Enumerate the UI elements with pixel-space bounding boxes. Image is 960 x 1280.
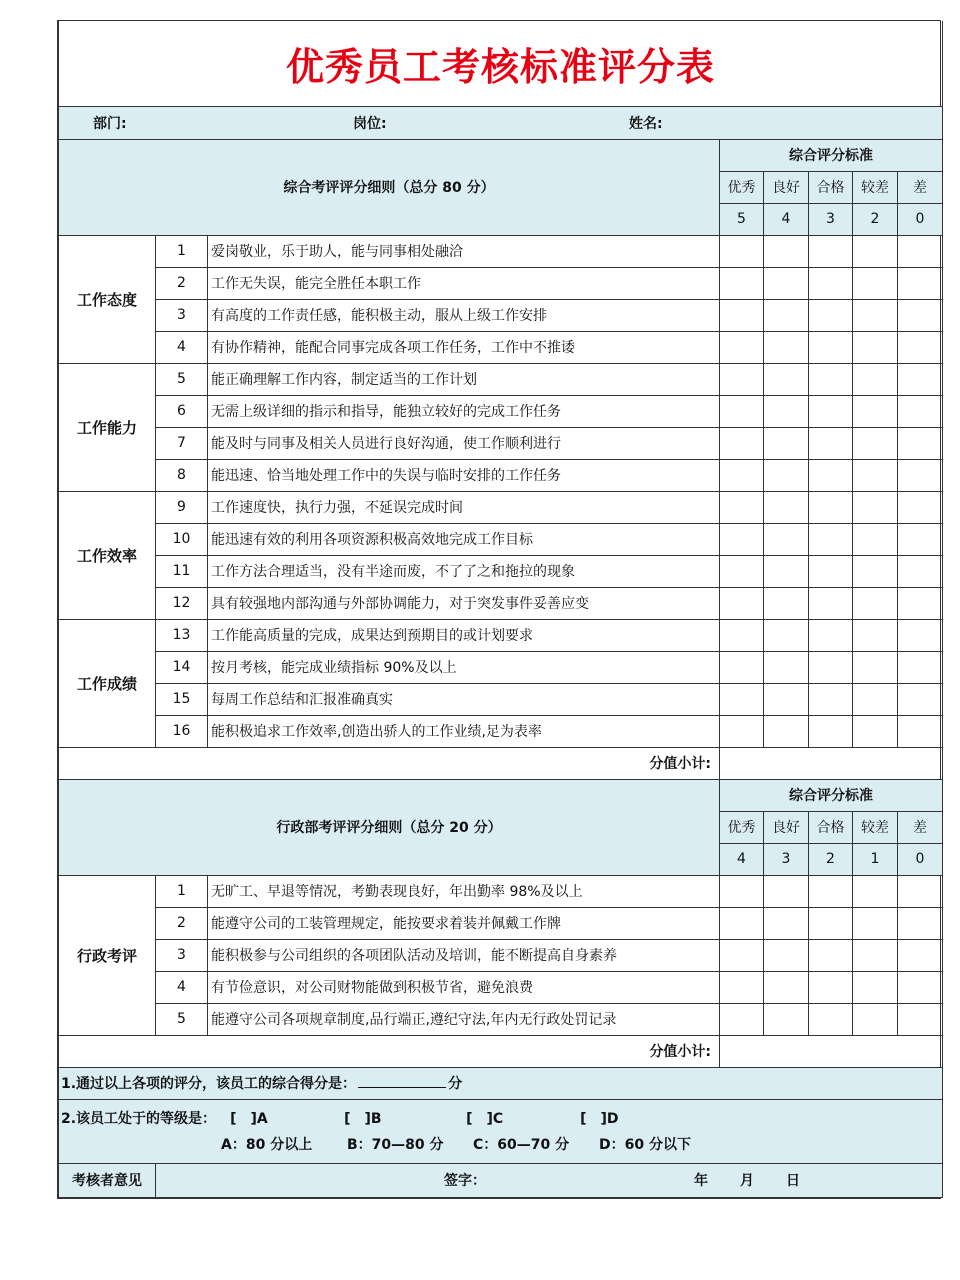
score-cell[interactable] bbox=[764, 299, 809, 331]
score-cell[interactable] bbox=[809, 363, 853, 395]
evaluation-form bbox=[57, 20, 941, 1199]
score-cell[interactable] bbox=[720, 619, 764, 651]
score-cell[interactable] bbox=[764, 427, 809, 459]
level-header: 良好 bbox=[764, 171, 809, 203]
form-title: 优秀员工考核标准评分表 bbox=[59, 21, 943, 106]
score-cell[interactable] bbox=[764, 715, 809, 747]
score-cell[interactable] bbox=[764, 267, 809, 299]
score-cell[interactable] bbox=[764, 971, 809, 1003]
score-cell[interactable] bbox=[898, 651, 943, 683]
score-cell[interactable] bbox=[898, 427, 943, 459]
subtotal-value[interactable] bbox=[720, 1035, 943, 1067]
category-label: 工作效率 bbox=[59, 491, 156, 619]
score-cell[interactable] bbox=[898, 331, 943, 363]
score-cell[interactable] bbox=[764, 523, 809, 555]
grade-legend-item: A：80 分以上 bbox=[221, 1137, 313, 1153]
score-cell[interactable] bbox=[809, 331, 853, 363]
score-cell[interactable] bbox=[720, 939, 764, 971]
score-cell[interactable] bbox=[853, 1003, 898, 1035]
score-cell[interactable] bbox=[898, 683, 943, 715]
section1-standard-heading: 综合评分标准 bbox=[720, 139, 943, 171]
subtotal-label: 分值小计: bbox=[59, 1035, 720, 1067]
score-cell[interactable] bbox=[853, 491, 898, 523]
section2-heading: 行政部考评评分细则（总分 20 分） bbox=[59, 779, 720, 875]
employee-info-row bbox=[59, 106, 943, 139]
reviewer-label: 考核者意见 bbox=[59, 1163, 156, 1197]
score-cell[interactable] bbox=[720, 427, 764, 459]
score-cell[interactable] bbox=[809, 715, 853, 747]
score-cell[interactable] bbox=[853, 235, 898, 267]
score-cell[interactable] bbox=[720, 299, 764, 331]
item-number: 1 bbox=[156, 235, 208, 267]
score-cell[interactable] bbox=[853, 971, 898, 1003]
criteria-row bbox=[59, 459, 943, 491]
level-header: 优秀 bbox=[720, 811, 764, 843]
item-number: 3 bbox=[156, 939, 208, 971]
score-cell[interactable] bbox=[809, 683, 853, 715]
level-points: 2 bbox=[809, 843, 853, 875]
level-points: 4 bbox=[720, 843, 764, 875]
criteria-row bbox=[59, 587, 943, 619]
score-cell[interactable] bbox=[853, 939, 898, 971]
grade-legend-item: D：60 分以下 bbox=[599, 1137, 691, 1153]
score-cell[interactable] bbox=[764, 587, 809, 619]
item-number: 1 bbox=[156, 875, 208, 907]
score-cell[interactable] bbox=[764, 555, 809, 587]
score-cell[interactable] bbox=[720, 555, 764, 587]
level-points: 3 bbox=[764, 843, 809, 875]
category-label: 工作成绩 bbox=[59, 619, 156, 747]
score-cell[interactable] bbox=[720, 363, 764, 395]
score-cell[interactable] bbox=[898, 1003, 943, 1035]
score-cell[interactable] bbox=[898, 907, 943, 939]
score-cell[interactable] bbox=[764, 619, 809, 651]
grade-legend-item: B：70—80 分 bbox=[347, 1137, 444, 1153]
criteria-row bbox=[59, 555, 943, 587]
score-cell[interactable] bbox=[853, 907, 898, 939]
score-cell[interactable] bbox=[720, 491, 764, 523]
criteria-row bbox=[59, 907, 943, 939]
date-month-label: 月 bbox=[740, 1173, 754, 1189]
score-cell[interactable] bbox=[720, 235, 764, 267]
score-cell[interactable] bbox=[809, 299, 853, 331]
criteria-row bbox=[59, 395, 943, 427]
item-number: 8 bbox=[156, 459, 208, 491]
score-cell[interactable] bbox=[764, 875, 809, 907]
level-header: 较差 bbox=[853, 171, 898, 203]
level-header: 良好 bbox=[764, 811, 809, 843]
score-cell[interactable] bbox=[809, 651, 853, 683]
total-score-label: 1.通过以上各项的评分，该员工的综合得分是： bbox=[61, 1076, 357, 1092]
score-cell[interactable] bbox=[720, 971, 764, 1003]
score-cell[interactable] bbox=[853, 555, 898, 587]
score-cell[interactable] bbox=[898, 267, 943, 299]
section1-heading: 综合考评评分细则（总分 80 分） bbox=[59, 139, 720, 235]
score-cell[interactable] bbox=[764, 939, 809, 971]
score-cell[interactable] bbox=[764, 235, 809, 267]
level-points: 1 bbox=[853, 843, 898, 875]
score-cell[interactable] bbox=[720, 1003, 764, 1035]
item-description: 爱岗敬业，乐于助人，能与同事相处融洽 bbox=[208, 235, 720, 267]
signature-label: 签字： bbox=[444, 1173, 486, 1189]
item-description: 按月考核，能完成业绩指标 90%及以上 bbox=[208, 651, 720, 683]
total-score-input[interactable] bbox=[358, 1073, 446, 1088]
score-cell[interactable] bbox=[809, 907, 853, 939]
item-number: 13 bbox=[156, 619, 208, 651]
item-description: 每周工作总结和汇报准确真实 bbox=[208, 683, 720, 715]
criteria-row bbox=[59, 331, 943, 363]
score-cell[interactable] bbox=[720, 523, 764, 555]
score-cell[interactable] bbox=[898, 939, 943, 971]
score-cell[interactable] bbox=[853, 683, 898, 715]
criteria-row bbox=[59, 651, 943, 683]
score-cell[interactable] bbox=[720, 715, 764, 747]
item-description: 工作无失误，能完全胜任本职工作 bbox=[208, 267, 720, 299]
score-cell[interactable] bbox=[898, 395, 943, 427]
date-day-label: 日 bbox=[786, 1173, 800, 1189]
score-cell[interactable] bbox=[898, 619, 943, 651]
item-description: 有协作精神，能配合同事完成各项工作任务，工作中不推诿 bbox=[208, 331, 720, 363]
score-cell[interactable] bbox=[764, 907, 809, 939]
score-cell[interactable] bbox=[853, 459, 898, 491]
score-cell[interactable] bbox=[764, 395, 809, 427]
score-cell[interactable] bbox=[853, 299, 898, 331]
score-cell[interactable] bbox=[720, 459, 764, 491]
score-cell[interactable] bbox=[898, 363, 943, 395]
item-number: 5 bbox=[156, 363, 208, 395]
item-number: 6 bbox=[156, 395, 208, 427]
score-cell[interactable] bbox=[764, 683, 809, 715]
score-cell[interactable] bbox=[764, 363, 809, 395]
score-cell[interactable] bbox=[809, 1003, 853, 1035]
score-cell[interactable] bbox=[809, 395, 853, 427]
score-cell[interactable] bbox=[853, 875, 898, 907]
score-cell[interactable] bbox=[853, 267, 898, 299]
score-cell[interactable] bbox=[898, 459, 943, 491]
item-number: 16 bbox=[156, 715, 208, 747]
item-number: 11 bbox=[156, 555, 208, 587]
item-description: 能积极追求工作效率,创造出骄人的工作业绩,足为表率 bbox=[208, 715, 720, 747]
category-label: 工作态度 bbox=[59, 235, 156, 363]
criteria-row bbox=[59, 683, 943, 715]
criteria-row bbox=[59, 363, 943, 395]
score-cell[interactable] bbox=[809, 523, 853, 555]
score-cell[interactable] bbox=[809, 267, 853, 299]
score-cell[interactable] bbox=[853, 363, 898, 395]
criteria-row bbox=[59, 523, 943, 555]
level-header: 差 bbox=[898, 171, 943, 203]
item-number: 10 bbox=[156, 523, 208, 555]
item-number: 9 bbox=[156, 491, 208, 523]
item-description: 能遵守公司的工装管理规定，能按要求着装并佩戴工作牌 bbox=[208, 907, 720, 939]
level-points: 4 bbox=[764, 203, 809, 235]
score-cell[interactable] bbox=[809, 875, 853, 907]
score-cell[interactable] bbox=[853, 651, 898, 683]
score-cell[interactable] bbox=[898, 875, 943, 907]
item-description: 能积极参与公司组织的各项团队活动及培训，能不断提高自身素养 bbox=[208, 939, 720, 971]
score-cell[interactable] bbox=[809, 939, 853, 971]
score-cell[interactable] bbox=[720, 587, 764, 619]
score-cell[interactable] bbox=[853, 523, 898, 555]
level-points: 5 bbox=[720, 203, 764, 235]
score-cell[interactable] bbox=[853, 587, 898, 619]
score-cell[interactable] bbox=[898, 299, 943, 331]
score-cell[interactable] bbox=[809, 587, 853, 619]
score-cell[interactable] bbox=[809, 555, 853, 587]
item-description: 工作能高质量的完成，成果达到预期目的或计划要求 bbox=[208, 619, 720, 651]
grade-row bbox=[59, 1099, 943, 1163]
criteria-row bbox=[59, 619, 943, 651]
reviewer-opinion-field[interactable] bbox=[156, 1163, 943, 1197]
level-header: 合格 bbox=[809, 811, 853, 843]
item-number: 2 bbox=[156, 267, 208, 299]
item-description: 无旷工、早退等情况，考勤表现良好，年出勤率 98%及以上 bbox=[208, 875, 720, 907]
item-number: 3 bbox=[156, 299, 208, 331]
criteria-row bbox=[59, 939, 943, 971]
item-number: 2 bbox=[156, 907, 208, 939]
score-cell[interactable] bbox=[809, 235, 853, 267]
score-cell[interactable] bbox=[764, 459, 809, 491]
grade-checkbox-b[interactable]: [ ]B bbox=[344, 1111, 382, 1127]
criteria-row bbox=[59, 299, 943, 331]
criteria-row bbox=[59, 235, 943, 267]
total-score-unit: 分 bbox=[448, 1076, 463, 1092]
grade-checkbox-c[interactable]: [ ]C bbox=[466, 1111, 504, 1127]
score-cell[interactable] bbox=[853, 331, 898, 363]
item-description: 能正确理解工作内容，制定适当的工作计划 bbox=[208, 363, 720, 395]
score-cell[interactable] bbox=[720, 395, 764, 427]
score-cell[interactable] bbox=[898, 587, 943, 619]
score-cell[interactable] bbox=[720, 651, 764, 683]
date-year-label: 年 bbox=[694, 1173, 708, 1189]
subtotal-row bbox=[59, 747, 943, 779]
item-description: 能迅速有效的利用各项资源积极高效地完成工作目标 bbox=[208, 523, 720, 555]
total-score-row bbox=[59, 1067, 943, 1099]
level-header: 优秀 bbox=[720, 171, 764, 203]
item-number: 7 bbox=[156, 427, 208, 459]
level-header: 较差 bbox=[853, 811, 898, 843]
score-cell[interactable] bbox=[764, 331, 809, 363]
level-points: 0 bbox=[898, 203, 943, 235]
item-number: 15 bbox=[156, 683, 208, 715]
name-field[interactable]: 姓名: bbox=[629, 115, 663, 132]
score-cell[interactable] bbox=[809, 459, 853, 491]
item-number: 4 bbox=[156, 971, 208, 1003]
score-cell[interactable] bbox=[853, 715, 898, 747]
item-description: 工作方法合理适当，没有半途而废，不了了之和拖拉的现象 bbox=[208, 555, 720, 587]
subtotal-row bbox=[59, 1035, 943, 1067]
grade-checkbox-d[interactable]: [ ]D bbox=[580, 1111, 619, 1127]
item-description: 有高度的工作责任感，能积极主动，服从上级工作安排 bbox=[208, 299, 720, 331]
criteria-row bbox=[59, 427, 943, 459]
item-description: 工作速度快，执行力强，不延误完成时间 bbox=[208, 491, 720, 523]
item-description: 有节俭意识，对公司财物能做到积极节省，避免浪费 bbox=[208, 971, 720, 1003]
score-cell[interactable] bbox=[809, 427, 853, 459]
criteria-row bbox=[59, 715, 943, 747]
score-cell[interactable] bbox=[720, 875, 764, 907]
score-cell[interactable] bbox=[898, 971, 943, 1003]
score-cell[interactable] bbox=[853, 619, 898, 651]
grade-checkbox-a[interactable]: [ ]A bbox=[230, 1111, 268, 1127]
category-label: 工作能力 bbox=[59, 363, 156, 491]
level-points: 0 bbox=[898, 843, 943, 875]
criteria-row bbox=[59, 875, 943, 907]
score-cell[interactable] bbox=[809, 491, 853, 523]
item-number: 5 bbox=[156, 1003, 208, 1035]
item-description: 无需上级详细的指示和指导，能独立较好的完成工作任务 bbox=[208, 395, 720, 427]
item-description: 能及时与同事及相关人员进行良好沟通，使工作顺利进行 bbox=[208, 427, 720, 459]
criteria-row bbox=[59, 971, 943, 1003]
evaluation-table bbox=[58, 21, 943, 1198]
item-number: 14 bbox=[156, 651, 208, 683]
score-cell[interactable] bbox=[809, 971, 853, 1003]
section2-standard-heading: 综合评分标准 bbox=[720, 779, 943, 811]
score-cell[interactable] bbox=[764, 651, 809, 683]
criteria-row bbox=[59, 1003, 943, 1035]
score-cell[interactable] bbox=[720, 907, 764, 939]
level-points: 3 bbox=[809, 203, 853, 235]
score-cell[interactable] bbox=[898, 235, 943, 267]
score-cell[interactable] bbox=[898, 555, 943, 587]
score-cell[interactable] bbox=[764, 491, 809, 523]
criteria-row bbox=[59, 491, 943, 523]
score-cell[interactable] bbox=[720, 267, 764, 299]
score-cell[interactable] bbox=[853, 427, 898, 459]
item-number: 12 bbox=[156, 587, 208, 619]
score-cell[interactable] bbox=[898, 491, 943, 523]
score-cell[interactable] bbox=[898, 715, 943, 747]
grade-label: 2.该员工处于的等级是： bbox=[61, 1111, 217, 1127]
item-number: 4 bbox=[156, 331, 208, 363]
score-cell[interactable] bbox=[720, 683, 764, 715]
position-field[interactable]: 岗位: bbox=[353, 115, 387, 132]
level-header: 差 bbox=[898, 811, 943, 843]
grade-legend-item: C：60—70 分 bbox=[473, 1137, 570, 1153]
item-description: 能遵守公司各项规章制度,品行端正,遵纪守法,年内无行政处罚记录 bbox=[208, 1003, 720, 1035]
item-description: 能迅速、恰当地处理工作中的失误与临时安排的工作任务 bbox=[208, 459, 720, 491]
subtotal-label: 分值小计: bbox=[59, 747, 720, 779]
category-label: 行政考评 bbox=[59, 875, 156, 1035]
score-cell[interactable] bbox=[720, 331, 764, 363]
criteria-row bbox=[59, 267, 943, 299]
score-cell[interactable] bbox=[809, 619, 853, 651]
score-cell[interactable] bbox=[764, 1003, 809, 1035]
level-points: 2 bbox=[853, 203, 898, 235]
department-field[interactable]: 部门: bbox=[93, 115, 127, 132]
subtotal-value[interactable] bbox=[720, 747, 943, 779]
score-cell[interactable] bbox=[898, 523, 943, 555]
level-header: 合格 bbox=[809, 171, 853, 203]
score-cell[interactable] bbox=[853, 395, 898, 427]
item-description: 具有较强地内部沟通与外部协调能力，对于突发事件妥善应变 bbox=[208, 587, 720, 619]
